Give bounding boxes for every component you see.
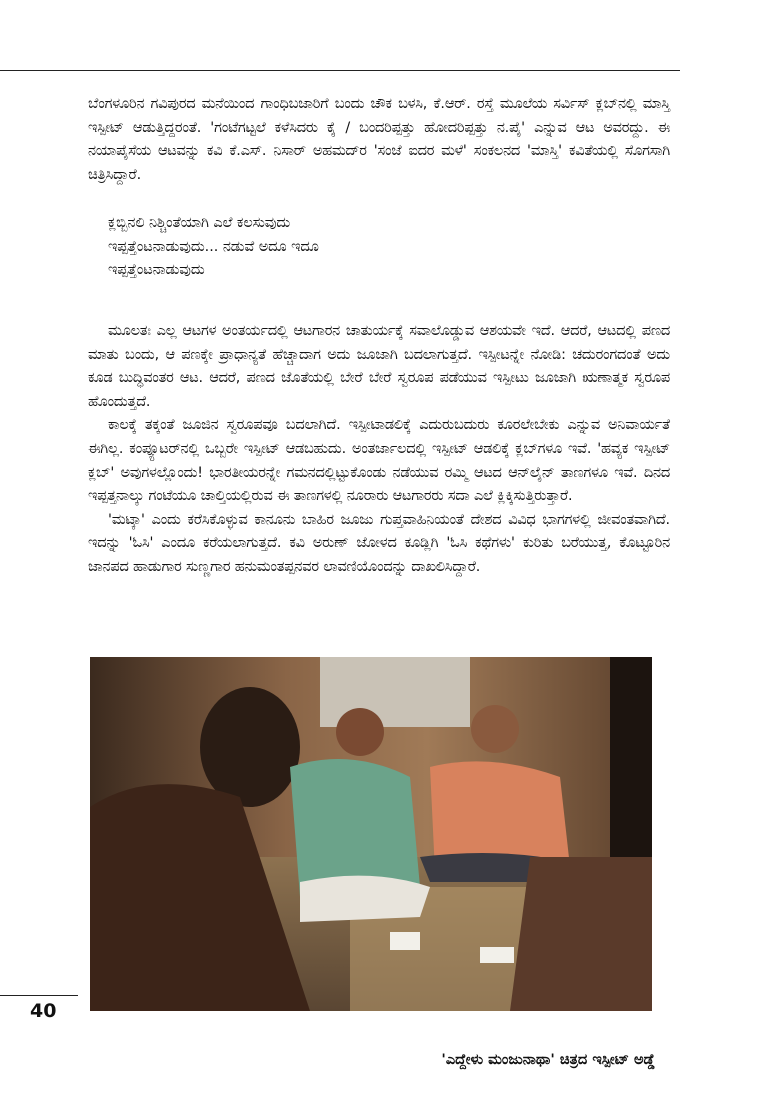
verse-line-3: ಇಪ್ಪತ್ತೆಂಟನಾಡುವುದು	[108, 262, 205, 279]
paragraph-2: ಕಾಲಕ್ಕೆ ತಕ್ಕಂತೆ ಜೂಜಿನ ಸ್ವರೂಪವೂ ಬದಲಾಗಿದೆ. ಇಸ್ಪೀಟಾಡಲಿಕ್ಕೆ ಎದುರುಬದುರು ಕೂರಲೇಬೇಕು ಎನ್ನುವ ಅನಿವಾರ್ಯತೆ ಈಗಿಲ್ಲ. ಕಂಪ್ಯೂಟರ್‌ನಲ್ಲಿ ಒಬ್ಬರೇ ಇಸ್ಪೀಟ್ ಆಡಬಹುದು. ಅಂತರ್ಜಾಲದಲ್ಲಿ ಇಸ್ಪೀಟ್ ಆಡಲಿಕ್ಕೆ ಕ್ಲಬ್‌ಗಳೂ ಇವೆ. 'ಹವ್ಯಕ ಇಸ್ಪೀಟ್ ಕ್ಲಬ್' ಅವುಗಳಲ್ಲೊಂದು! ಭಾರತೀಯರನ್ನೇ ಗಮನದಲ್ಲಿಟ್ಟುಕೊಂಡು ನಡೆಯುವ ರಮ್ಮಿ ಆಟದ ಆನ್‌ಲೈನ್ ತಾಣಗಳೂ ಇವೆ. ದಿನದ ಇಪ್ಪತ್ತನಾಲ್ಕು ಗಂಟೆಯೂ ಚಾಲ್ತಿಯಲ್ಲಿರುವ ಈ ತಾಣಗಳಲ್ಲಿ ನೂರಾರು ಆಟಗಾರರು ಸದಾ ಎಲೆ ಕ್ಲಿಕ್ಕಿಸುತ್ತಿರುತ್ತಾರೆ.	[88, 417, 670, 505]
body-paragraphs	[88, 320, 670, 580]
paragraph-3: 'ಮಟ್ಕಾ' ಎಂದು ಕರೆಸಿಕೊಳ್ಳುವ ಕಾನೂನು ಬಾಹಿರ ಜೂಜು ಗುಪ್ತವಾಹಿನಿಯಂತೆ ದೇಶದ ವಿವಿಧ ಭಾಗಗಳಲ್ಲಿ ಜೀವಂತವಾಗಿದೆ. ಇದನ್ನು 'ಓಸಿ' ಎಂದೂ ಕರೆಯಲಾಗುತ್ತದೆ. ಕವಿ ಅರುಣ್ ಜೋಳದ ಕೂಡ್ಲಿಗಿ 'ಓಸಿ ಕಥೆಗಳು' ಕುರಿತು ಬರೆಯುತ್ತ, ಕೊಟ್ಟೂರಿನ ಜಾನಪದ ಹಾಡುಗಾರ ಸುಣ್ಣಗಾರ ಹನುಮಂತಪ್ಪನವರ ಲಾವಣಿಯೊಂದನ್ನು ದಾಖಲಿಸಿದ್ದಾರೆ.	[88, 511, 670, 575]
page-number: 40	[30, 1000, 57, 1022]
card-game-photo	[90, 657, 652, 1011]
verse-line-2: ಇಪ್ಪತ್ತೆಂಟನಾಡುವುದು... ನಡುವೆ ಅದೂ ಇದೂ	[108, 238, 319, 255]
verse-block	[108, 212, 319, 283]
photo-illustration	[90, 657, 652, 1011]
verse-line-1: ಕ್ಲಬ್ಬಿನಲಿ ನಿಶ್ಚಿಂತೆಯಾಗಿ ಎಲೆ ಕಲಸುವುದು	[108, 215, 291, 231]
intro-text: ಬೆಂಗಳೂರಿನ ಗವಿಪುರದ ಮನೆಯಿಂದ ಗಾಂಧಿಬಜಾರಿಗೆ ಬಂದು ಚೌಕ ಬಳಸಿ, ಕೆ.ಆರ್. ರಸ್ತೆ ಮೂಲೆಯ ಸರ್ವಿಸ್ ಕ್ಲಬ್‌ನಲ್ಲಿ ಮಾಸ್ತಿ ಇಸ್ಪೀಟ್ ಆಡುತ್ತಿದ್ದರಂತೆ. 'ಗಂಟೆಗಟ್ಟಲೆ ಕಳೆಸಿದರು ಕೈ / ಬಂದರಿಪ್ಪತ್ತು ಹೋದರಿಪ್ಪತ್ತು ನ.ಪೈ' ಎನ್ನುವ ಆಟ ಅವರದ್ದು. ಈ ನಯಾಪೈಸೆಯ ಆಟವನ್ನು ಕವಿ ಕೆ.ಎಸ್. ನಿಸಾರ್ ಅಹಮದ್‌ರ 'ಸಂಜೆ ಐದರ ಮಳೆ' ಸಂಕಲನದ 'ಮಾಸ್ತಿ' ಕವಿತೆಯಲ್ಲಿ ಸೊಗಸಾಗಿ ಚಿತ್ರಿಸಿದ್ದಾರೆ.	[88, 96, 670, 183]
top-rule	[0, 70, 680, 71]
intro-paragraph	[88, 93, 670, 187]
photo-caption: 'ಎದ್ದೇಳು ಮಂಜುನಾಥಾ' ಚಿತ್ರದ ಇಸ್ಪೀಟ್ ಅಡ್ಡೆ	[441, 1052, 655, 1068]
paragraph-1: ಮೂಲತಃ ಎಲ್ಲ ಆಟಗಳ ಅಂತರ್ಯದಲ್ಲಿ ಆಟಗಾರನ ಚಾತುರ್ಯಕ್ಕೆ ಸವಾಲೊಡ್ಡುವ ಆಶಯವೇ ಇದೆ. ಆದರೆ, ಆಟದಲ್ಲಿ ಪಣದ ಮಾತು ಬಂದು, ಆ ಪಣಕ್ಕೇ ಪ್ರಾಧಾನ್ಯತೆ ಹೆಚ್ಚಾದಾಗ ಅದು ಜೂಜಾಗಿ ಬದಲಾಗುತ್ತದೆ. ಇಸ್ಪೀಟನ್ನೇ ನೋಡಿ: ಚದುರಂಗದಂತೆ ಅದು ಕೂಡ ಬುದ್ಧಿವಂತರ ಆಟ. ಆದರೆ, ಪಣದ ಜೊತೆಯಲ್ಲಿ ಬೇರೆ ಬೇರೆ ಸ್ವರೂಪ ಪಡೆಯುವ ಇಸ್ಪೀಟು ಜೂಜಾಗಿ ಋಣಾತ್ಮಕ ಸ್ವರೂಪ ಹೊಂದುತ್ತದೆ.	[88, 323, 670, 410]
page-number-rule	[0, 995, 78, 996]
